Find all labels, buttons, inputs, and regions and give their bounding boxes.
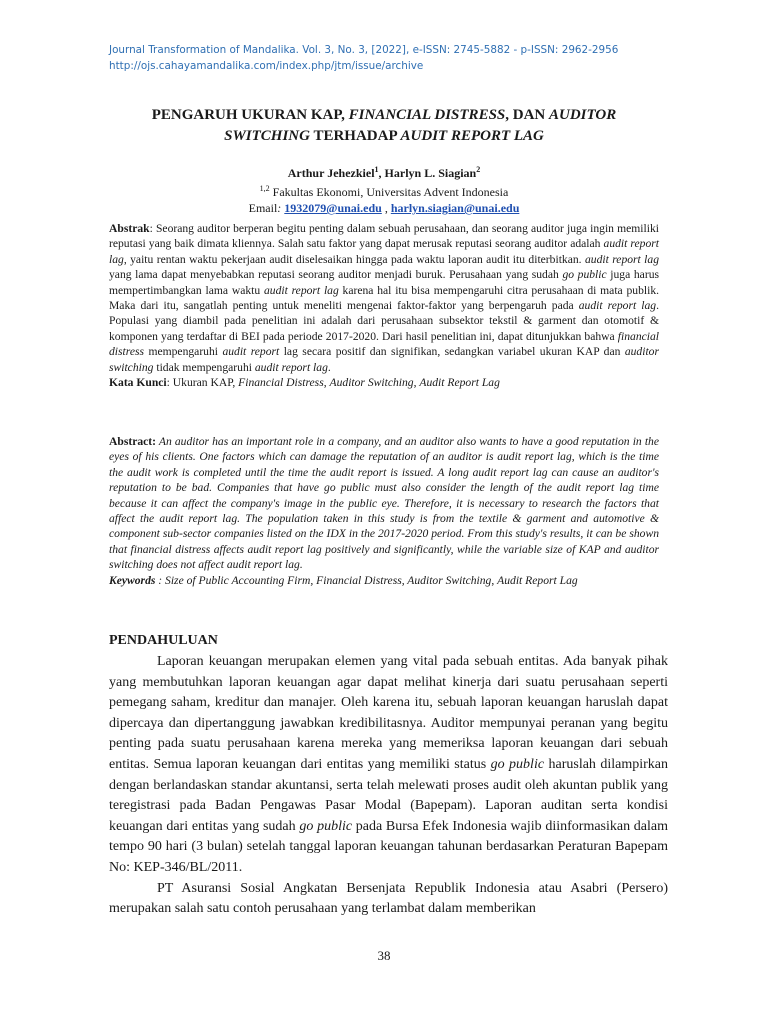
section-body — [109, 652, 668, 920]
keywords-english: Keywords : Size of Public Accounting Firm, Financial Distress, Auditor Switching, Audit Report Lag — [109, 573, 578, 587]
page-number: 38 — [377, 948, 391, 963]
journal-citation: Journal Transformation of Mandalika. Vol. 3, No. 3, [2022], e-ISSN: 2745-5882 - p-ISSN: 2962-2956 — [109, 44, 619, 56]
author-emails: Email: 1932079@unai.edu , harlyn.siagian@unai.edu — [248, 201, 520, 215]
author-block — [100, 162, 668, 216]
abstract-english — [109, 434, 659, 588]
abstract-id-text: Abstrak: Seorang auditor berperan begitu penting dalam sebuah perusahaan, dan seorang auditor juga ingin memiliki reputasi yang baik dimata kliennya. Salah satu faktor yang dapat merusak reputasi seorang auditor adalah audit report lag, yaitu rentan waktu pekerjaan audit diselesaikan hingga pada waktu laporan audit itu diterbitkan. audit report lag yang lama dapat menyebabkan reputasi seorang auditor menjadi buruk. Perusahaan yang sudah go public juga harus mempertimbangkan lama waktu audit report lag karena hal itu bisa mempengaruhi citra perusahaan di mata publik. Maka dari itu, sangatlah penting untuk meneliti mengenai faktor-faktor yang berpengaruh pada audit report lag. Populasi yang diambil pada penelitian ini adalah dari perusahaan subsektor tekstil & garment dan otomotif & komponen yang terdaftar di BEI pada periode 2017-2020. Dari hasil penelitian ini, dapat ditunjukkan bahwa financial distress mempengaruhi audit report lag secara positif dan signifikan, sedangkan variabel ukuran KAP dan auditor switching tidak mempengaruhi audit report lag. — [109, 222, 660, 374]
author-affiliation: $^{1,2}$ Fakultas Ekonomi, Universitas Advent Indonesia — [259, 184, 509, 199]
journal-url[interactable]: http://ojs.cahayamandalika.com/index.php/jtm/issue/archive — [109, 60, 424, 72]
title-line-2: SWITCHING TERHADAP AUDIT REPORT LAG — [224, 128, 544, 144]
title-line-1: PENGARUH UKURAN KAP, FINANCIAL DISTRESS, DAN AUDITOR — [151, 107, 617, 123]
paper-title — [100, 105, 668, 147]
journal-header — [109, 42, 669, 74]
paragraph-1: Laporan keuangan merupakan elemen yang vital pada sebuah entitas. Ada banyak pihak yang membutuhkan laporan keuangan agar dapat melihat kinerja dari suatu perusahaan seperti pemegang saham, kreditur dan manajer. Oleh karena itu, sebuah laporan keuangan haruslah dapat dipercaya dan dipertanggung jawabkan kredibilitasnya. Auditor mempunyai peranan yang begitu penting pada suatu perusahaan karena mereka yang memeriksa laporan keuangan dari sebuah entitas. Semua laporan keuangan dari entitas yang memiliki status go public haruslah dilampirkan dengan berlandaskan standar akuntansi, serta telah melewati proses audit oleh akuntan publik yang teregistrasi pada Badan Pengawas Pasar Modal (Bapepam). Laporan auditan serta kondisi keuangan dari entitas yang sudah go public pada Bursa Efek Indonesia wajib diinformasikan dalam tempo 90 hari (3 bulan) setelah tanggal laporan keuangan tahunan berdasarkan Peraturan Bapepam No: KEP-346/BL/2011. — [109, 654, 669, 875]
paragraph-2: PT Asuransi Sosial Angkatan Bersenjata Republik Indonesia atau Asabri (Persero) merupakan salah satu contoh perusahaan yang terlambat dalam memberikan — [109, 880, 668, 917]
email-link-1[interactable]: 1932079@unai.edu — [284, 201, 382, 215]
email-link-2[interactable]: harlyn.siagian@unai.edu — [390, 201, 520, 215]
author-names: Arthur Jehezkiel$^1$, Harlyn L. Siagian$^2$ — [287, 165, 481, 180]
section-heading: PENDAHULUAN — [109, 633, 218, 648]
abstract-indonesian — [109, 221, 659, 390]
keywords-indonesian: Kata Kunci: Ukuran KAP, Financial Distress, Auditor Switching, Audit Report Lag — [109, 376, 500, 390]
abstract-en-text: Abstract: An auditor has an important role in a company, and an auditor also wants to have a good reputation in the eyes of his clients. One factors which can damage the reputation of an auditor is audit report lag, which is the time the audit work is completed until the time the audit report is issued. A long audit report lag can cause an auditor's reputation to be bad. Companies that have go public must also consider the length of the audit report lag time because it can affect the company's image in the public eye. Therefore, it is necessary to research the factors that affect the audit report lag. The population taken in this study is from the textile & garment and automotive & component sub-sector companies listed on the IDX in the 2017-2020 period. From this study's results, it can be shown that financial distress affects audit report lag positively and significantly, while the variable size of KAP and auditor switching does not affect audit report lag. — [109, 435, 659, 572]
